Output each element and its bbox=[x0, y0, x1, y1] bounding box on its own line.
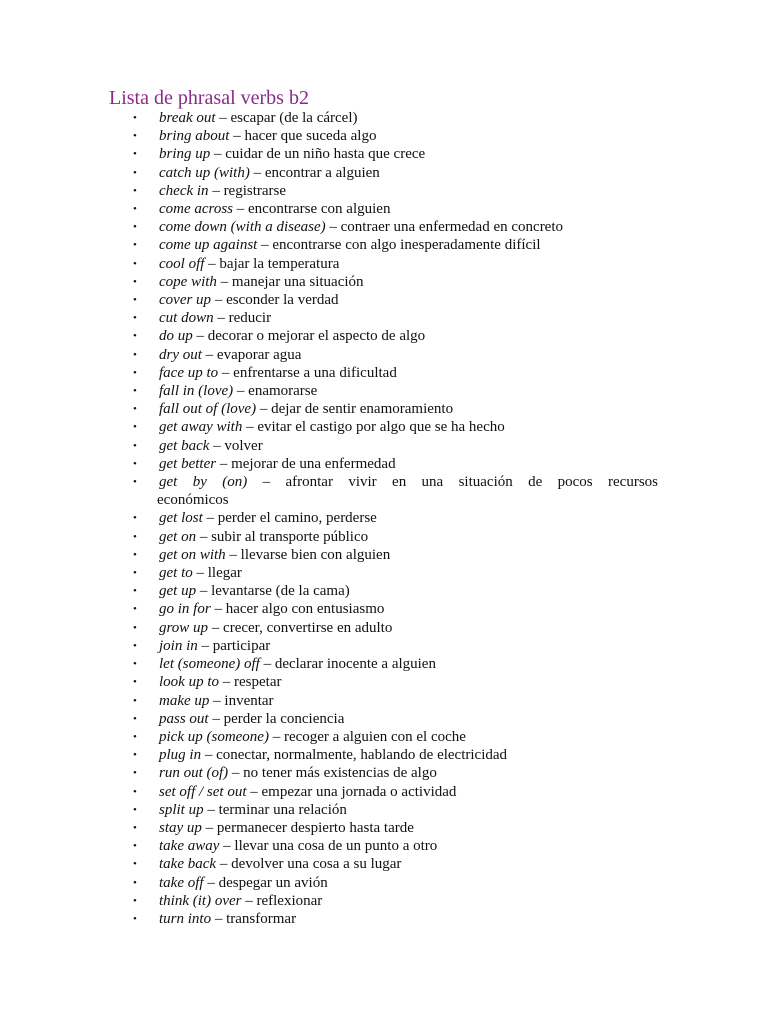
separator-dash: – bbox=[233, 201, 249, 218]
separator-dash: – bbox=[203, 874, 219, 891]
phrasal-verb-definition: conectar, normalmente, hablando de electricidad bbox=[216, 747, 508, 764]
list-item bbox=[127, 746, 658, 764]
phrasal-verb-term: get back bbox=[159, 437, 210, 454]
phrasal-verb-term: get on with bbox=[159, 546, 226, 563]
separator-dash: – bbox=[201, 819, 217, 836]
list-item bbox=[127, 637, 658, 655]
phrasal-verb-definition: transformar bbox=[226, 910, 297, 927]
bullet-icon: • bbox=[133, 712, 137, 725]
bullet-icon: • bbox=[133, 567, 137, 580]
phrasal-verb-definition: enfrentarse a una dificultad bbox=[233, 364, 397, 381]
bullet-icon: • bbox=[133, 858, 137, 871]
phrasal-verb-term: face up to bbox=[159, 364, 219, 381]
separator-dash: – bbox=[259, 656, 275, 673]
phrasal-verb-definition: terminar una relación bbox=[218, 801, 347, 818]
list-item bbox=[127, 236, 658, 254]
phrasal-verb-term: get on bbox=[159, 528, 197, 545]
list-item bbox=[127, 582, 658, 600]
phrasal-verb-definition: evaporar agua bbox=[216, 346, 302, 363]
list-item bbox=[127, 255, 658, 273]
separator-dash: – bbox=[268, 728, 284, 745]
bullet-icon: • bbox=[133, 148, 137, 161]
bullet-icon: • bbox=[133, 876, 137, 889]
list-item bbox=[127, 400, 658, 418]
bullet-icon: • bbox=[133, 257, 137, 270]
separator-dash: – bbox=[202, 510, 218, 527]
phrasal-verb-definition: llegar bbox=[207, 565, 242, 582]
separator-dash: – bbox=[325, 219, 341, 236]
phrasal-verb-term: join in bbox=[159, 637, 198, 654]
phrasal-verb-term: make up bbox=[159, 692, 210, 709]
list-item bbox=[127, 127, 658, 145]
phrasal-verb-term: split up bbox=[159, 801, 204, 818]
list-item bbox=[127, 145, 658, 163]
phrasal-verb-definition: empezar una jornada o actividad bbox=[261, 783, 457, 800]
phrasal-verb-definition: perder el camino, perderse bbox=[217, 510, 377, 527]
bullet-icon: • bbox=[133, 894, 137, 907]
separator-dash: – bbox=[216, 856, 232, 873]
phrasal-verb-term: pick up (someone) bbox=[159, 728, 269, 745]
list-item bbox=[127, 273, 658, 291]
separator-dash: – bbox=[233, 383, 249, 400]
list-item bbox=[127, 418, 658, 436]
phrasal-verb-definition: hacer que suceda algo bbox=[244, 128, 377, 145]
separator-dash: – bbox=[196, 583, 212, 600]
phrasal-verb-definition: bajar la temperatura bbox=[219, 255, 340, 272]
separator-dash: – bbox=[208, 182, 224, 199]
phrasal-verb-definition: permanecer despierto hasta tarde bbox=[216, 819, 414, 836]
phrasal-verb-term: come across bbox=[159, 201, 234, 218]
separator-dash: – bbox=[201, 346, 217, 363]
list-item bbox=[127, 473, 658, 509]
phrasal-verb-definition: devolver una cosa a su lugar bbox=[231, 856, 402, 873]
list-item bbox=[127, 309, 658, 327]
phrasal-verb-term: turn into bbox=[159, 910, 212, 927]
phrasal-verb-term: fall in (love) bbox=[159, 383, 234, 400]
phrasal-verb-term: let (someone) off bbox=[159, 656, 260, 673]
phrasal-verb-definition: cuidar de un niño hasta que crece bbox=[225, 146, 426, 163]
bullet-icon: • bbox=[133, 112, 137, 124]
separator-dash: – bbox=[216, 273, 232, 290]
bullet-icon: • bbox=[133, 348, 137, 361]
phrasal-verb-definition: recoger a alguien con el coche bbox=[283, 728, 466, 745]
separator-dash: – bbox=[216, 455, 232, 472]
list-item bbox=[127, 164, 658, 182]
separator-dash: – bbox=[196, 528, 212, 545]
bullet-icon: • bbox=[133, 203, 137, 216]
phrasal-verb-term: get lost bbox=[159, 510, 203, 527]
bullet-icon: • bbox=[133, 785, 137, 798]
list-item bbox=[127, 655, 658, 673]
phrasal-verb-term: think (it) over bbox=[159, 892, 242, 909]
bullet-icon: • bbox=[133, 366, 137, 379]
phrasal-verb-term: get by (on) bbox=[159, 474, 248, 491]
phrasal-verb-term: pass out bbox=[159, 710, 209, 727]
phrasal-verb-definition: manejar una situación bbox=[231, 273, 364, 290]
separator-dash: – bbox=[256, 401, 272, 418]
bullet-icon: • bbox=[133, 548, 137, 561]
phrasal-verb-definition: participar bbox=[212, 637, 271, 654]
phrasal-verb-term: dry out bbox=[159, 346, 202, 363]
separator-dash: – bbox=[197, 637, 213, 654]
phrasal-verb-term: fall out of (love) bbox=[159, 401, 257, 418]
list-item bbox=[127, 819, 658, 837]
separator-dash: – bbox=[210, 146, 226, 163]
separator-dash: – bbox=[204, 255, 220, 272]
bullet-icon: • bbox=[133, 275, 137, 288]
list-item bbox=[127, 764, 658, 782]
bullet-icon: • bbox=[133, 403, 137, 416]
phrasal-verb-definition: no tener más existencias de algo bbox=[243, 765, 437, 782]
document-title: Lista de phrasal verbs b2 bbox=[109, 87, 309, 109]
phrasal-verb-term: break out bbox=[159, 110, 216, 126]
bullet-icon: • bbox=[133, 130, 137, 143]
phrasal-verb-definition: despegar un avión bbox=[218, 874, 328, 891]
phrasal-verb-term: check in bbox=[159, 182, 209, 199]
bullet-icon: • bbox=[133, 639, 137, 652]
separator-dash: – bbox=[203, 801, 219, 818]
list-item bbox=[127, 291, 658, 309]
phrasal-verb-definition: enamorarse bbox=[248, 383, 318, 400]
phrasal-verb-definition: escapar (de la cárcel) bbox=[230, 110, 358, 126]
phrasal-verb-term: get to bbox=[159, 565, 193, 582]
bullet-icon: • bbox=[133, 184, 137, 197]
list-item bbox=[127, 200, 658, 218]
phrasal-verb-definition: hacer algo con entusiasmo bbox=[225, 601, 385, 618]
phrasal-verb-definition: declarar inocente a alguien bbox=[274, 656, 436, 673]
bullet-icon: • bbox=[133, 312, 137, 325]
bullet-icon: • bbox=[133, 294, 137, 307]
separator-dash: – bbox=[209, 437, 225, 454]
separator-dash: – bbox=[208, 619, 224, 636]
phrasal-verb-term: run out (of) bbox=[159, 765, 229, 782]
phrasal-verb-term: take back bbox=[159, 856, 217, 873]
separator-dash: – bbox=[192, 328, 208, 345]
phrasal-verb-definition: respetar bbox=[234, 674, 282, 691]
separator-dash: – bbox=[209, 692, 225, 709]
phrasal-verb-term: come up against bbox=[159, 237, 258, 254]
list-item bbox=[127, 346, 658, 364]
definition-continuation: económicos bbox=[157, 492, 229, 509]
phrasal-verb-term: cool off bbox=[159, 255, 205, 272]
list-item bbox=[127, 455, 658, 473]
bullet-icon: • bbox=[133, 821, 137, 834]
list-item bbox=[127, 692, 658, 710]
separator-dash: – bbox=[201, 747, 217, 764]
phrasal-verb-term: bring about bbox=[159, 128, 230, 145]
phrasal-verb-definition: evitar el castigo por algo que se ha hecho bbox=[257, 419, 505, 436]
bullet-icon: • bbox=[133, 512, 137, 525]
list-item bbox=[127, 673, 658, 691]
phrasal-verb-definition: encontrarse con algo inesperadamente difícil bbox=[272, 237, 541, 254]
list-item bbox=[127, 801, 658, 819]
separator-dash: – bbox=[219, 674, 234, 691]
list-item bbox=[127, 855, 658, 873]
phrasal-verb-term: set off / set out bbox=[159, 783, 247, 800]
phrasal-verb-definition: encontrarse con alguien bbox=[248, 201, 391, 218]
phrasal-verb-definition: crecer, convertirse en adulto bbox=[223, 619, 393, 636]
separator-dash: – bbox=[241, 892, 257, 909]
list-item bbox=[127, 109, 658, 127]
list-item bbox=[127, 382, 658, 400]
phrasal-verb-definition: llevarse bien con alguien bbox=[240, 546, 391, 563]
separator-dash: – bbox=[215, 110, 231, 126]
separator-dash: – bbox=[218, 364, 234, 381]
separator-dash: – bbox=[247, 474, 286, 491]
phrasal-verb-definition: afrontar vivir en una situación de pocos recursos bbox=[285, 474, 659, 491]
separator-dash: – bbox=[213, 310, 229, 327]
bullet-icon: • bbox=[133, 585, 137, 598]
list-item bbox=[127, 182, 658, 200]
separator-dash: – bbox=[211, 292, 227, 309]
bullet-icon: • bbox=[133, 840, 137, 853]
bullet-icon: • bbox=[133, 603, 137, 616]
list-item bbox=[127, 437, 658, 455]
bullet-icon: • bbox=[133, 730, 137, 743]
phrasal-verb-definition: subir al transporte público bbox=[211, 528, 369, 545]
list-item bbox=[127, 327, 658, 345]
bullet-icon: • bbox=[133, 658, 137, 671]
phrasal-verb-definition: encontrar a alguien bbox=[264, 164, 380, 181]
phrasal-verb-definition: volver bbox=[224, 437, 263, 454]
bullet-icon: • bbox=[133, 767, 137, 780]
list-item bbox=[127, 600, 658, 618]
bullet-icon: • bbox=[133, 530, 137, 543]
phrasal-verb-term: stay up bbox=[159, 819, 202, 836]
list-item bbox=[127, 910, 658, 928]
bullet-icon: • bbox=[133, 330, 137, 343]
list-item bbox=[127, 892, 658, 910]
phrasal-verb-definition: perder la conciencia bbox=[223, 710, 345, 727]
separator-dash: – bbox=[210, 601, 226, 618]
phrasal-verb-list bbox=[127, 109, 658, 928]
phrasal-verb-term: plug in bbox=[159, 747, 202, 764]
separator-dash: – bbox=[229, 128, 245, 145]
phrasal-verb-term: get away with bbox=[159, 419, 243, 436]
bullet-icon: • bbox=[133, 749, 137, 762]
phrasal-verb-definition: registrarse bbox=[223, 182, 287, 199]
separator-dash: – bbox=[249, 164, 265, 181]
list-item bbox=[127, 564, 658, 582]
list-item bbox=[127, 218, 658, 236]
phrasal-verb-term: take off bbox=[159, 874, 204, 891]
bullet-icon: • bbox=[133, 803, 137, 816]
separator-dash: – bbox=[211, 910, 227, 927]
phrasal-verb-term: cut down bbox=[159, 310, 214, 327]
bullet-icon: • bbox=[133, 421, 137, 434]
phrasal-verb-definition: reducir bbox=[228, 310, 272, 327]
phrasal-verb-definition: levantarse (de la cama) bbox=[211, 583, 350, 600]
separator-dash: – bbox=[225, 546, 241, 563]
separator-dash: – bbox=[257, 237, 273, 254]
phrasal-verb-definition: esconder la verdad bbox=[226, 292, 339, 309]
phrasal-verb-definition: dejar de sentir enamoramiento bbox=[271, 401, 454, 418]
phrasal-verb-definition: contraer una enfermedad en concreto bbox=[340, 219, 564, 236]
phrasal-verb-term: go in for bbox=[159, 601, 211, 618]
separator-dash: – bbox=[192, 565, 208, 582]
list-item bbox=[127, 509, 658, 527]
bullet-icon: • bbox=[133, 221, 137, 234]
separator-dash: – bbox=[219, 838, 235, 855]
separator-dash: – bbox=[246, 783, 262, 800]
separator-dash: – bbox=[228, 765, 244, 782]
phrasal-verb-term: get better bbox=[159, 455, 217, 472]
list-item bbox=[127, 364, 658, 382]
bullet-icon: • bbox=[133, 439, 137, 452]
list-item bbox=[127, 874, 658, 892]
list-item bbox=[127, 619, 658, 637]
phrasal-verb-definition: inventar bbox=[224, 692, 274, 709]
bullet-icon: • bbox=[133, 476, 137, 489]
separator-dash: – bbox=[242, 419, 258, 436]
phrasal-verb-definition: mejorar de una enfermedad bbox=[231, 455, 396, 472]
bullet-icon: • bbox=[133, 621, 137, 634]
phrasal-verb-term: bring up bbox=[159, 146, 211, 163]
list-item bbox=[127, 546, 658, 564]
phrasal-verb-term: do up bbox=[159, 328, 193, 345]
list-item bbox=[127, 728, 658, 746]
bullet-icon: • bbox=[133, 239, 137, 252]
phrasal-verb-definition: decorar o mejorar el aspecto de algo bbox=[207, 328, 426, 345]
bullet-icon: • bbox=[133, 457, 137, 470]
definition-first-line bbox=[159, 473, 658, 491]
bullet-icon: • bbox=[133, 385, 137, 398]
phrasal-verb-term: come down (with a disease) bbox=[159, 219, 326, 236]
phrasal-verb-term: cope with bbox=[159, 273, 217, 290]
phrasal-verb-term: cover up bbox=[159, 292, 212, 309]
separator-dash: – bbox=[208, 710, 224, 727]
list-item bbox=[127, 783, 658, 801]
list-item bbox=[127, 710, 658, 728]
list-item bbox=[127, 837, 658, 855]
bullet-icon: • bbox=[133, 912, 137, 925]
phrasal-verb-term: grow up bbox=[159, 619, 209, 636]
list-item bbox=[127, 528, 658, 546]
phrasal-verb-definition: llevar una cosa de un punto a otro bbox=[234, 838, 438, 855]
bullet-icon: • bbox=[133, 676, 137, 689]
phrasal-verb-term: get up bbox=[159, 583, 197, 600]
phrasal-verb-definition: reflexionar bbox=[256, 892, 323, 909]
bullet-icon: • bbox=[133, 166, 137, 179]
phrasal-verb-term: catch up (with) bbox=[159, 164, 250, 181]
bullet-icon: • bbox=[133, 694, 137, 707]
phrasal-verb-term: look up to bbox=[159, 674, 219, 691]
phrasal-verb-term: take away bbox=[159, 838, 220, 855]
